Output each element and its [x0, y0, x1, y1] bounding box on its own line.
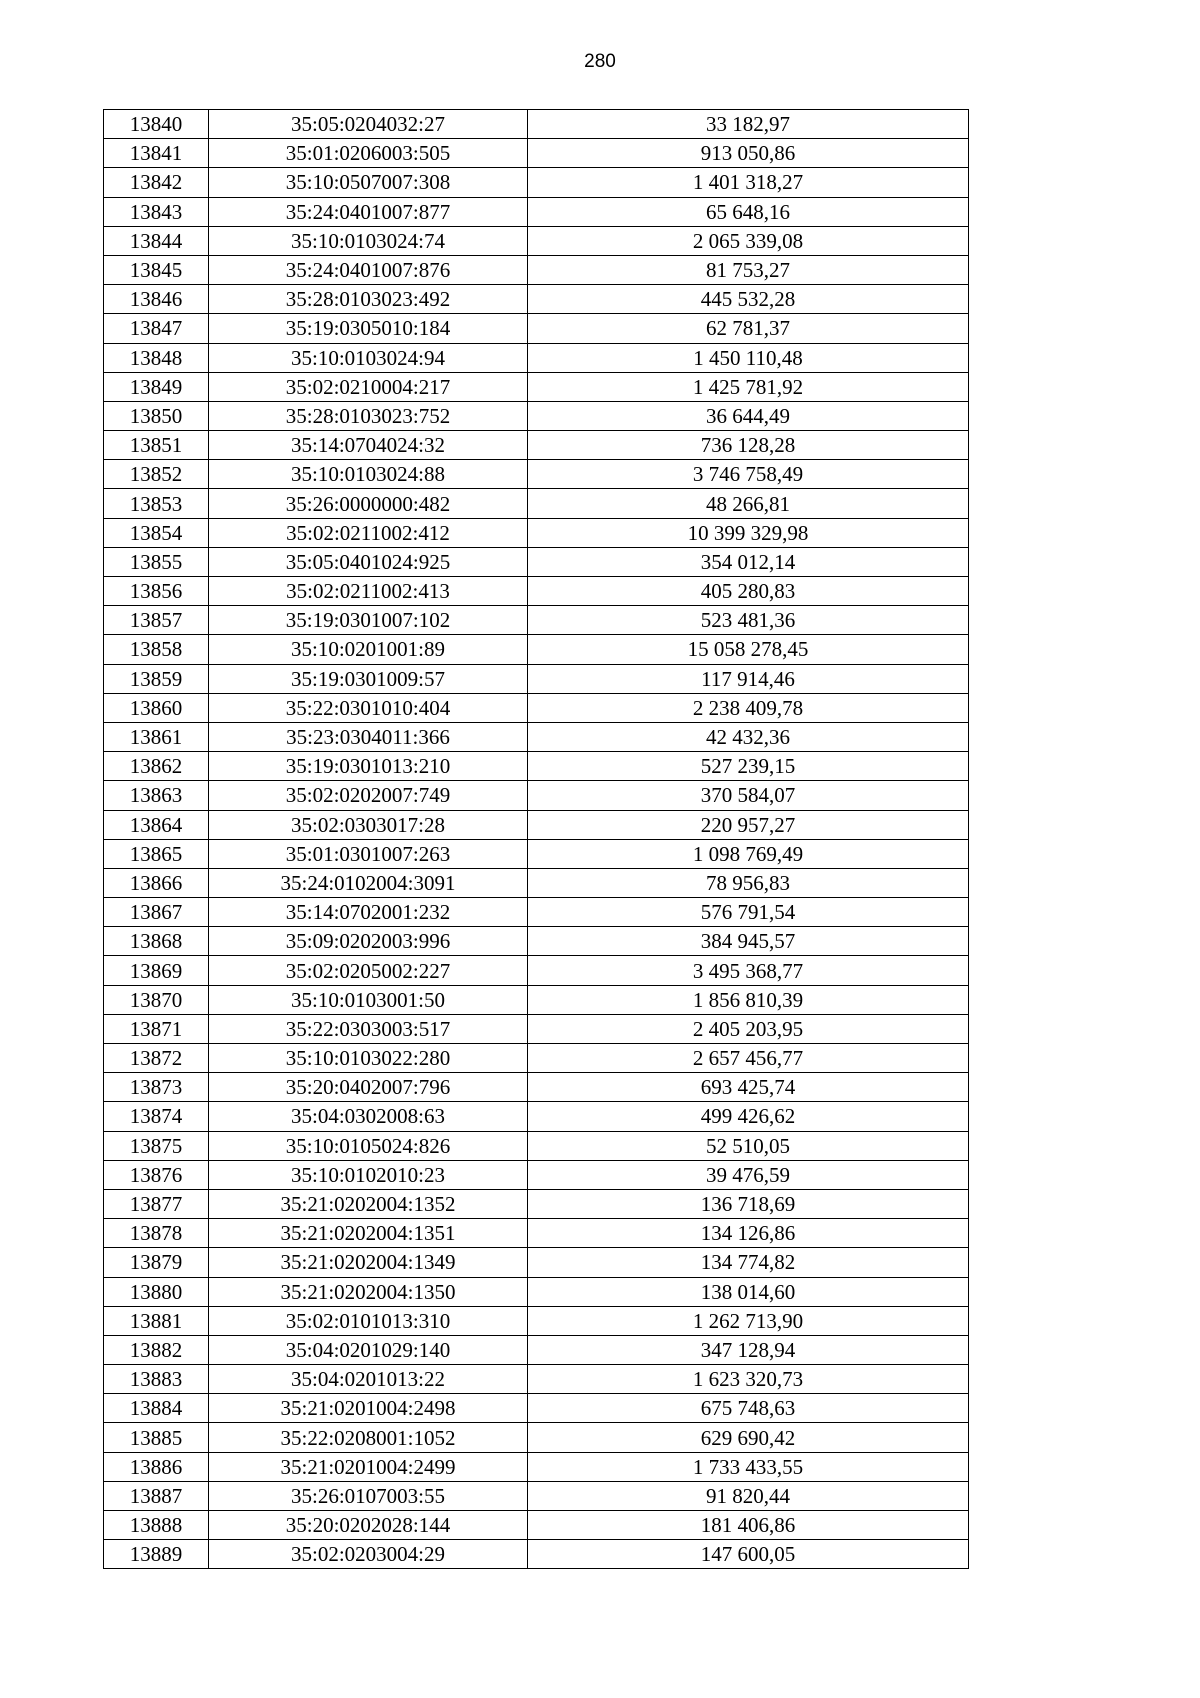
cadastral-number-cell: 35:21:0202004:1352 [209, 1189, 528, 1218]
cadastral-value-cell: 181 406,86 [528, 1511, 969, 1540]
table-row [104, 401, 969, 430]
cadastral-value-cell: 1 856 810,39 [528, 985, 969, 1014]
cadastral-value-cell: 33 182,97 [528, 110, 969, 139]
row-number-cell: 13878 [104, 1219, 209, 1248]
cadastral-value-cell: 117 914,46 [528, 664, 969, 693]
table-row [104, 110, 969, 139]
table-row [104, 168, 969, 197]
cadastral-value-cell: 81 753,27 [528, 255, 969, 284]
table-row [104, 606, 969, 635]
table-row [104, 898, 969, 927]
table-row [104, 285, 969, 314]
cadastral-number-cell: 35:26:0107003:55 [209, 1481, 528, 1510]
row-number-cell: 13868 [104, 927, 209, 956]
row-number-cell: 13872 [104, 1044, 209, 1073]
row-number-cell: 13860 [104, 693, 209, 722]
cadastral-value-cell: 354 012,14 [528, 547, 969, 576]
cadastral-value-cell: 675 748,63 [528, 1394, 969, 1423]
cadastral-number-cell: 35:14:0704024:32 [209, 431, 528, 460]
cadastral-number-cell: 35:02:0203004:29 [209, 1540, 528, 1569]
cadastral-number-cell: 35:26:0000000:482 [209, 489, 528, 518]
table-row [104, 1102, 969, 1131]
cadastral-number-cell: 35:01:0301007:263 [209, 839, 528, 868]
row-number-cell: 13847 [104, 314, 209, 343]
cadastral-number-cell: 35:22:0303003:517 [209, 1014, 528, 1043]
table-row [104, 1131, 969, 1160]
row-number-cell: 13876 [104, 1160, 209, 1189]
cadastral-number-cell: 35:10:0103001:50 [209, 985, 528, 1014]
cadastral-number-cell: 35:22:0301010:404 [209, 693, 528, 722]
table-row [104, 1248, 969, 1277]
cadastral-number-cell: 35:10:0103024:74 [209, 226, 528, 255]
table-row [104, 1452, 969, 1481]
cadastral-number-cell: 35:02:0210004:217 [209, 372, 528, 401]
cadastral-value-table [103, 109, 969, 1569]
cadastral-value-cell: 629 690,42 [528, 1423, 969, 1452]
cadastral-number-cell: 35:10:0103022:280 [209, 1044, 528, 1073]
cadastral-value-cell: 220 957,27 [528, 810, 969, 839]
row-number-cell: 13854 [104, 518, 209, 547]
cadastral-value-cell: 134 126,86 [528, 1219, 969, 1248]
row-number-cell: 13882 [104, 1335, 209, 1364]
cadastral-number-cell: 35:02:0205002:227 [209, 956, 528, 985]
cadastral-value-cell: 523 481,36 [528, 606, 969, 635]
row-number-cell: 13887 [104, 1481, 209, 1510]
cadastral-value-cell: 3 495 368,77 [528, 956, 969, 985]
cadastral-value-cell: 10 399 329,98 [528, 518, 969, 547]
table-row [104, 664, 969, 693]
cadastral-value-cell: 91 820,44 [528, 1481, 969, 1510]
cadastral-number-cell: 35:04:0201029:140 [209, 1335, 528, 1364]
cadastral-number-cell: 35:02:0303017:28 [209, 810, 528, 839]
row-number-cell: 13846 [104, 285, 209, 314]
cadastral-value-cell: 136 718,69 [528, 1189, 969, 1218]
table-row [104, 1365, 969, 1394]
table-row [104, 139, 969, 168]
cadastral-value-cell: 1 262 713,90 [528, 1306, 969, 1335]
table-row [104, 255, 969, 284]
cadastral-value-cell: 370 584,07 [528, 781, 969, 810]
table-row [104, 518, 969, 547]
row-number-cell: 13851 [104, 431, 209, 460]
cadastral-value-cell: 913 050,86 [528, 139, 969, 168]
row-number-cell: 13888 [104, 1511, 209, 1540]
cadastral-value-cell: 1 098 769,49 [528, 839, 969, 868]
cadastral-value-cell: 36 644,49 [528, 401, 969, 430]
table-row [104, 1073, 969, 1102]
row-number-cell: 13862 [104, 752, 209, 781]
row-number-cell: 13845 [104, 255, 209, 284]
row-number-cell: 13867 [104, 898, 209, 927]
cadastral-number-cell: 35:22:0208001:1052 [209, 1423, 528, 1452]
table-row [104, 489, 969, 518]
cadastral-value-cell: 1 733 433,55 [528, 1452, 969, 1481]
row-number-cell: 13863 [104, 781, 209, 810]
cadastral-value-cell: 693 425,74 [528, 1073, 969, 1102]
cadastral-value-cell: 2 657 456,77 [528, 1044, 969, 1073]
cadastral-value-cell: 2 405 203,95 [528, 1014, 969, 1043]
row-number-cell: 13881 [104, 1306, 209, 1335]
table-row [104, 577, 969, 606]
cadastral-value-cell: 147 600,05 [528, 1540, 969, 1569]
table-row [104, 1394, 969, 1423]
cadastral-value-cell: 15 058 278,45 [528, 635, 969, 664]
table-row [104, 635, 969, 664]
table-row [104, 810, 969, 839]
row-number-cell: 13861 [104, 722, 209, 751]
cadastral-number-cell: 35:21:0202004:1351 [209, 1219, 528, 1248]
cadastral-value-cell: 78 956,83 [528, 868, 969, 897]
row-number-cell: 13865 [104, 839, 209, 868]
cadastral-value-cell: 62 781,37 [528, 314, 969, 343]
cadastral-number-cell: 35:10:0103024:88 [209, 460, 528, 489]
cadastral-number-cell: 35:05:0401024:925 [209, 547, 528, 576]
page-number: 280 [584, 51, 616, 72]
cadastral-number-cell: 35:02:0202007:749 [209, 781, 528, 810]
table-row [104, 1540, 969, 1569]
cadastral-value-cell: 1 425 781,92 [528, 372, 969, 401]
cadastral-value-cell: 384 945,57 [528, 927, 969, 956]
table-row [104, 372, 969, 401]
cadastral-number-cell: 35:19:0305010:184 [209, 314, 528, 343]
row-number-cell: 13870 [104, 985, 209, 1014]
cadastral-value-cell: 445 532,28 [528, 285, 969, 314]
cadastral-number-cell: 35:10:0102010:23 [209, 1160, 528, 1189]
table-row [104, 956, 969, 985]
table-row [104, 1160, 969, 1189]
cadastral-number-cell: 35:24:0401007:877 [209, 197, 528, 226]
row-number-cell: 13877 [104, 1189, 209, 1218]
cadastral-number-cell: 35:04:0302008:63 [209, 1102, 528, 1131]
table-row [104, 693, 969, 722]
table-body [104, 110, 969, 1569]
row-number-cell: 13873 [104, 1073, 209, 1102]
row-number-cell: 13856 [104, 577, 209, 606]
cadastral-value-cell: 138 014,60 [528, 1277, 969, 1306]
cadastral-number-cell: 35:21:0201004:2498 [209, 1394, 528, 1423]
table-row [104, 985, 969, 1014]
cadastral-number-cell: 35:02:0101013:310 [209, 1306, 528, 1335]
cadastral-number-cell: 35:20:0202028:144 [209, 1511, 528, 1540]
row-number-cell: 13883 [104, 1365, 209, 1394]
table-row [104, 868, 969, 897]
row-number-cell: 13889 [104, 1540, 209, 1569]
cadastral-number-cell: 35:14:0702001:232 [209, 898, 528, 927]
row-number-cell: 13884 [104, 1394, 209, 1423]
cadastral-value-cell: 527 239,15 [528, 752, 969, 781]
cadastral-value-cell: 48 266,81 [528, 489, 969, 518]
row-number-cell: 13858 [104, 635, 209, 664]
row-number-cell: 13875 [104, 1131, 209, 1160]
cadastral-value-cell: 3 746 758,49 [528, 460, 969, 489]
cadastral-value-cell: 1 623 320,73 [528, 1365, 969, 1394]
row-number-cell: 13853 [104, 489, 209, 518]
cadastral-number-cell: 35:21:0202004:1350 [209, 1277, 528, 1306]
table-row [104, 1423, 969, 1452]
table-row [104, 1277, 969, 1306]
table-row [104, 1481, 969, 1510]
cadastral-number-cell: 35:23:0304011:366 [209, 722, 528, 751]
cadastral-number-cell: 35:24:0102004:3091 [209, 868, 528, 897]
cadastral-value-cell: 52 510,05 [528, 1131, 969, 1160]
cadastral-value-cell: 65 648,16 [528, 197, 969, 226]
row-number-cell: 13859 [104, 664, 209, 693]
cadastral-number-cell: 35:28:0103023:492 [209, 285, 528, 314]
cadastral-value-cell: 42 432,36 [528, 722, 969, 751]
cadastral-number-cell: 35:10:0105024:826 [209, 1131, 528, 1160]
row-number-cell: 13871 [104, 1014, 209, 1043]
row-number-cell: 13864 [104, 810, 209, 839]
row-number-cell: 13886 [104, 1452, 209, 1481]
table-row [104, 752, 969, 781]
cadastral-value-cell: 576 791,54 [528, 898, 969, 927]
table-row [104, 1044, 969, 1073]
cadastral-value-cell: 2 065 339,08 [528, 226, 969, 255]
table-row [104, 460, 969, 489]
cadastral-number-cell: 35:10:0507007:308 [209, 168, 528, 197]
cadastral-number-cell: 35:10:0201001:89 [209, 635, 528, 664]
cadastral-value-cell: 405 280,83 [528, 577, 969, 606]
row-number-cell: 13840 [104, 110, 209, 139]
table-row [104, 1306, 969, 1335]
cadastral-number-cell: 35:19:0301009:57 [209, 664, 528, 693]
cadastral-number-cell: 35:02:0211002:413 [209, 577, 528, 606]
cadastral-number-cell: 35:05:0204032:27 [209, 110, 528, 139]
table-row [104, 839, 969, 868]
cadastral-value-cell: 499 426,62 [528, 1102, 969, 1131]
table-row [104, 781, 969, 810]
table-row [104, 314, 969, 343]
cadastral-number-cell: 35:19:0301007:102 [209, 606, 528, 635]
cadastral-value-cell: 1 401 318,27 [528, 168, 969, 197]
cadastral-number-cell: 35:10:0103024:94 [209, 343, 528, 372]
cadastral-value-cell: 39 476,59 [528, 1160, 969, 1189]
table-row [104, 1511, 969, 1540]
cadastral-number-cell: 35:04:0201013:22 [209, 1365, 528, 1394]
row-number-cell: 13879 [104, 1248, 209, 1277]
row-number-cell: 13880 [104, 1277, 209, 1306]
table-row [104, 343, 969, 372]
table-row [104, 927, 969, 956]
table-row [104, 197, 969, 226]
cadastral-value-cell: 2 238 409,78 [528, 693, 969, 722]
cadastral-number-cell: 35:01:0206003:505 [209, 139, 528, 168]
cadastral-number-cell: 35:21:0202004:1349 [209, 1248, 528, 1277]
row-number-cell: 13869 [104, 956, 209, 985]
row-number-cell: 13844 [104, 226, 209, 255]
row-number-cell: 13852 [104, 460, 209, 489]
row-number-cell: 13855 [104, 547, 209, 576]
row-number-cell: 13874 [104, 1102, 209, 1131]
table-row [104, 1014, 969, 1043]
row-number-cell: 13857 [104, 606, 209, 635]
table-row [104, 547, 969, 576]
table-row [104, 1219, 969, 1248]
row-number-cell: 13843 [104, 197, 209, 226]
row-number-cell: 13885 [104, 1423, 209, 1452]
row-number-cell: 13866 [104, 868, 209, 897]
row-number-cell: 13850 [104, 401, 209, 430]
cadastral-value-cell: 1 450 110,48 [528, 343, 969, 372]
cadastral-value-cell: 347 128,94 [528, 1335, 969, 1364]
row-number-cell: 13841 [104, 139, 209, 168]
cadastral-number-cell: 35:28:0103023:752 [209, 401, 528, 430]
table-row [104, 1189, 969, 1218]
cadastral-number-cell: 35:19:0301013:210 [209, 752, 528, 781]
row-number-cell: 13848 [104, 343, 209, 372]
row-number-cell: 13849 [104, 372, 209, 401]
table-row [104, 431, 969, 460]
cadastral-number-cell: 35:09:0202003:996 [209, 927, 528, 956]
table-row [104, 226, 969, 255]
cadastral-value-cell: 736 128,28 [528, 431, 969, 460]
table-row [104, 1335, 969, 1364]
table-row [104, 722, 969, 751]
cadastral-number-cell: 35:02:0211002:412 [209, 518, 528, 547]
cadastral-number-cell: 35:21:0201004:2499 [209, 1452, 528, 1481]
cadastral-number-cell: 35:24:0401007:876 [209, 255, 528, 284]
cadastral-number-cell: 35:20:0402007:796 [209, 1073, 528, 1102]
row-number-cell: 13842 [104, 168, 209, 197]
cadastral-value-cell: 134 774,82 [528, 1248, 969, 1277]
